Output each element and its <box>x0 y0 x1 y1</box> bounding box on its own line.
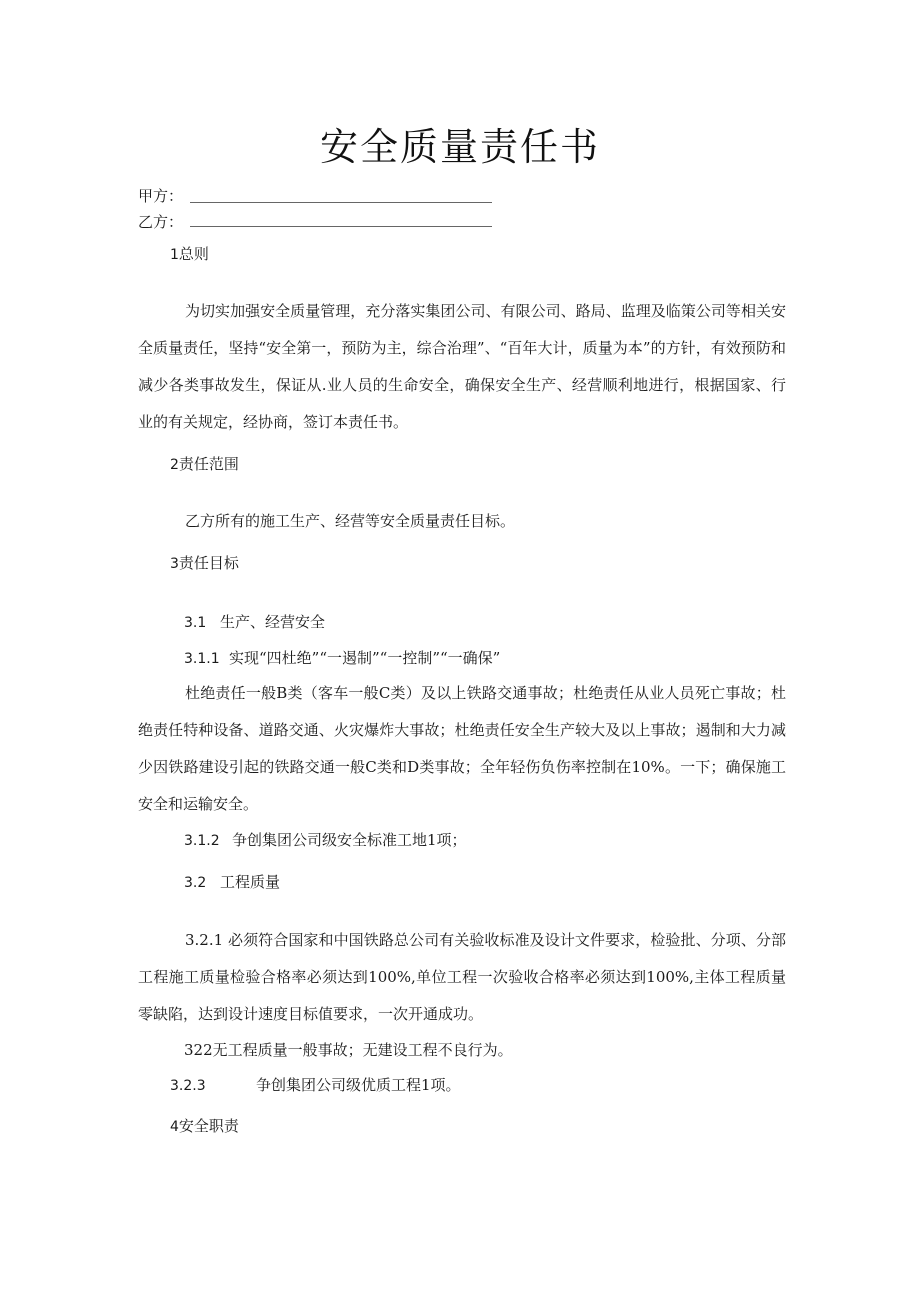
section-2-paragraph: 乙方所有的施工生产、经营等安全质量责任目标。 <box>185 512 516 530</box>
section-3-2-3-number: 3.2.3 <box>170 1078 206 1094</box>
party-a-blank-line <box>190 202 492 203</box>
section-3-2-3-heading <box>170 1074 461 1095</box>
section-3-number: 3 <box>170 556 179 572</box>
section-3-heading <box>170 552 239 573</box>
section-4-number: 4 <box>170 1119 179 1135</box>
section-1-paragraph: 为切实加强安全质量管理，充分落实集团公司、有限公司、路局、监理及临策公司等相关安全质量责任，坚持“安全第一，预防为主，综合治理”、“百年大计，质量为本”的方针，有效预防和减少各类事故发生，保证从.业人员的生命安全，确保安全生产、经营顺利地进行，根据国家、行业的有关规定，经协商，签订本责任书。 <box>138 302 786 431</box>
party-b-blank-line <box>190 226 492 227</box>
section-3-title: 责任目标 <box>178 554 239 572</box>
section-3-2-number: 3.2 <box>184 875 207 891</box>
section-3-1-title: 生产、经营安全 <box>220 613 326 631</box>
section-3-1-2-heading <box>184 829 467 850</box>
section-3-2-3-title: 争创集团公司级优质工程1项。 <box>256 1076 461 1094</box>
section-3-2-heading <box>184 871 280 892</box>
party-a-label: 甲方： <box>138 187 184 205</box>
section-1-title: 总则 <box>178 245 209 263</box>
section-3-1-1-number: 3.1.1 <box>184 651 220 667</box>
section-4-heading <box>170 1115 239 1136</box>
section-3-1-1-paragraph: 杜绝责任一般B类（客车一般C类）及以上铁路交通事故；杜绝责任从业人员死亡事故；杜绝责任特种设备、道路交通、火灾爆炸大事故；杜绝责任安全生产较大及以上事故；遏制和大力减少因铁路建设引起的铁路交通一般C类和D类事故；全年轻伤负伤率控制在10%。一下；确保施工安全和运输安全。 <box>138 684 786 813</box>
page-title: 安全质量责任书 <box>319 125 600 169</box>
section-3-1-2-number: 3.1.2 <box>184 833 220 849</box>
section-1-number: 1 <box>170 247 179 263</box>
section-2-title: 责任范围 <box>178 455 239 473</box>
section-3-1-number: 3.1 <box>184 615 207 631</box>
section-2-heading <box>170 453 239 474</box>
section-3-1-1-heading <box>184 647 500 668</box>
section-3-2-title: 工程质量 <box>220 873 281 891</box>
section-3-1-2-title: 争创集团公司级安全标准工地1项； <box>232 831 467 849</box>
party-b-label: 乙方： <box>138 213 184 231</box>
section-4-title: 安全职责 <box>178 1117 239 1135</box>
section-3-2-1-paragraph: 3.2.1 必须符合国家和中国铁路总公司有关验收标准及设计文件要求，检验批、分项、分部工程施工质量检验合格率必须达到100%,单位工程一次验收合格率必须达到100%,主体工程质量零缺陷，达到设计速度目标值要求，一次开通成功。 <box>138 931 786 1023</box>
section-3-2-2-line: 322无工程质量一般事故；无建设工程不良行为。 <box>184 1041 513 1059</box>
section-1-heading <box>170 243 209 264</box>
section-2-number: 2 <box>170 457 179 473</box>
section-3-1-1-title: 实现“四杜绝”“一遏制”“一控制”“一确保” <box>229 649 501 667</box>
section-3-1-heading <box>184 611 325 632</box>
